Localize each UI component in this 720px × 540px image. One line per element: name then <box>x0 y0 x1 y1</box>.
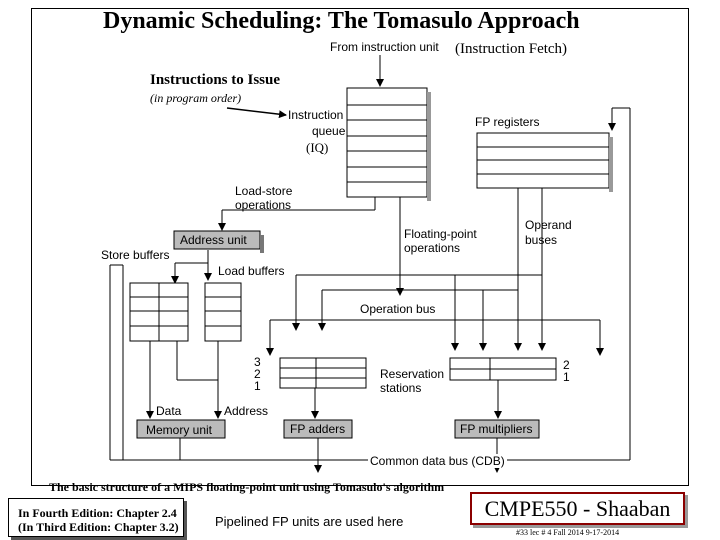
load-store-operations-label: operations <box>235 198 292 212</box>
from-instruction-unit-label: From instruction unit <box>330 40 439 54</box>
fp-adders-label: FP adders <box>290 422 346 436</box>
course-badge <box>470 492 685 525</box>
adder-reservation-stations <box>280 358 366 388</box>
operation-bus-label: Operation bus <box>360 302 436 316</box>
rs-index-3: 3 <box>254 355 261 369</box>
floating-point-label: Floating-point <box>404 227 477 241</box>
pipelined-note: Pipelined FP units are used here <box>215 514 404 529</box>
instruction-fetch-note: (Instruction Fetch) <box>455 41 568 57</box>
rs-mult-index-2: 2 <box>563 358 570 372</box>
rs-index-2: 2 <box>254 367 261 381</box>
course-label: CMPE550 - Shaaban <box>484 496 671 521</box>
operand-label: Operand <box>525 218 572 232</box>
fourth-edition-line: In Fourth Edition: Chapter 2.4 <box>18 506 177 520</box>
edition-note-box <box>8 498 184 537</box>
instruction-queue <box>347 88 427 197</box>
fp-register-file <box>477 133 609 188</box>
third-edition-line: (In Third Edition: Chapter 3.2) <box>18 520 179 534</box>
buses-label: buses <box>525 233 558 247</box>
figure-caption: The basic structure of a MIPS floating-point unit using Tomasulo's algorithm <box>49 480 445 494</box>
stations-label: stations <box>380 381 422 395</box>
rs-mult-index-1: 1 <box>563 370 570 384</box>
rs-index-1: 1 <box>254 379 261 393</box>
address-unit-shadow <box>260 235 264 253</box>
memory-unit-label: Memory unit <box>146 423 213 437</box>
reservation-label: Reservation <box>380 367 445 381</box>
iq-label: (IQ) <box>306 140 329 155</box>
queue-label: queue <box>312 124 346 138</box>
instructions-to-issue-label: Instructions to Issue <box>150 72 281 88</box>
fp-register-shadow <box>609 137 613 192</box>
instruction-label: Instruction <box>288 108 344 122</box>
fp-operations-label: operations <box>404 241 461 255</box>
address-label: Address <box>224 404 269 418</box>
data-label: Data <box>156 404 182 418</box>
instruction-queue-shadow <box>427 92 431 201</box>
load-buffers-label: Load buffers <box>218 264 285 278</box>
slide-title: Dynamic Scheduling: The Tomasulo Approach <box>103 8 580 34</box>
store-buffers-label: Store buffers <box>101 248 170 262</box>
load-buffers <box>205 283 241 341</box>
program-order-label: (in program order) <box>150 91 242 105</box>
multiplier-reservation-stations <box>450 358 556 380</box>
cdb-label: Common data bus (CDB) <box>370 454 505 468</box>
slide-footer: #33 lec # 4 Fall 2014 9-17-2014 <box>516 528 620 537</box>
address-unit-label: Address unit <box>180 233 247 247</box>
fp-multipliers-label: FP multipliers <box>460 422 533 436</box>
fp-registers-label: FP registers <box>475 115 540 129</box>
issue-arrow <box>227 108 286 115</box>
load-store-label: Load-store <box>235 184 293 198</box>
store-buffers <box>130 283 188 341</box>
